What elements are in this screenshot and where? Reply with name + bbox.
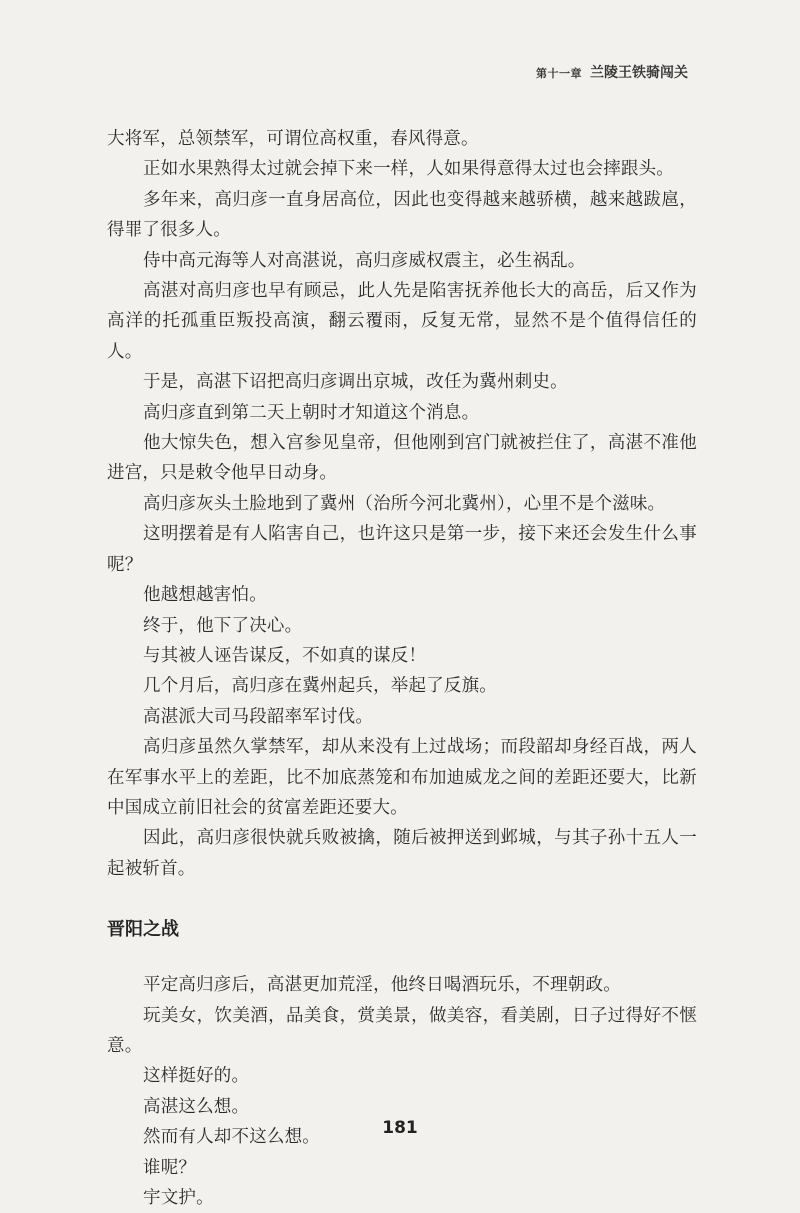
paragraph: 高湛派大司马段韶率军讨伐。 bbox=[143, 706, 374, 727]
paragraph: 他越想越害怕。 bbox=[143, 585, 267, 606]
paragraph: 玩美女，饮美酒，品美食，赏美景，做美容，看美剧，日子过得好不惬意。 bbox=[107, 1005, 697, 1056]
paragraph: 高归彦直到第二天上朝时才知道这个消息。 bbox=[143, 402, 480, 423]
chapter-title: 兰陵王铁骑闯关 bbox=[590, 65, 688, 81]
paragraph: 终于，他下了决心。 bbox=[143, 615, 303, 636]
paragraph: 于是，高湛下诏把高归彦调出京城，改任为冀州刺史。 bbox=[143, 372, 568, 393]
paragraph: 宇文护。 bbox=[143, 1188, 214, 1208]
running-header bbox=[536, 62, 688, 82]
paragraph: 多年来，高归彦一直身居高位，因此也变得越来越骄横，越来越跋扈，得罪了很多人。 bbox=[107, 189, 697, 241]
paragraph: 高归彦灰头土脸地到了冀州（治所今河北冀州），心里不是个滋味。 bbox=[143, 493, 666, 514]
paragraph: 这样挺好的。 bbox=[143, 1066, 250, 1087]
paragraph: 高归彦虽然久掌禁军，却从来没有上过战场；而段韶却身经百战，两人在军事水平上的差距，比不加底蒸笼和布加迪威龙之间的差距还要大，比新中国成立前旧社会的贫富差距还要大。 bbox=[107, 737, 697, 818]
paragraph: 这明摆着是有人陷害自己，也许这只是第一步，接下来还会发生什么事呢？ bbox=[107, 524, 697, 575]
paragraph: 侍中高元海等人对高湛说，高归彦威权震主，必生祸乱。 bbox=[143, 250, 586, 271]
paragraph: 谁呢？ bbox=[143, 1157, 197, 1178]
section-heading: 晋阳之战 bbox=[107, 919, 179, 941]
paragraph: 大将军，总领禁军，可谓位高权重，春风得意。 bbox=[107, 129, 479, 149]
paragraph: 几个月后，高归彦在冀州起兵，举起了反旗。 bbox=[143, 676, 497, 697]
paragraph: 因此，高归彦很快就兵败被擒，随后被押送到邺城，与其子孙十五人一起被斩首。 bbox=[107, 828, 697, 879]
paragraph: 他大惊失色，想入宫参见皇帝，但他刚到宫门就被拦住了，高湛不准他进宫，只是敕令他早日动身。 bbox=[107, 433, 697, 484]
paragraph: 然而有人却不这么想。 bbox=[143, 1127, 320, 1148]
paragraph: 与其被人诬告谋反，不如真的谋反！ bbox=[143, 645, 427, 666]
paragraph: 正如水果熟得太过就会掉下来一样，人如果得意得太过也会摔跟头。 bbox=[143, 159, 674, 180]
paragraph: 高湛这么想。 bbox=[143, 1096, 250, 1117]
page-number: 181 bbox=[382, 1118, 418, 1138]
body-text bbox=[107, 124, 697, 1213]
paragraph: 平定高归彦后，高湛更加荒淫，他终日喝酒玩乐，不理朝政。 bbox=[143, 975, 621, 996]
paragraph: 高湛对高归彦也早有顾忌，此人先是陷害抚养他长大的高岳，后又作为高洋的托孤重臣叛投高演，翻云覆雨，反复无常，显然不是个值得信任的人。 bbox=[107, 281, 697, 362]
chapter-label: 第十一章 bbox=[536, 67, 582, 80]
